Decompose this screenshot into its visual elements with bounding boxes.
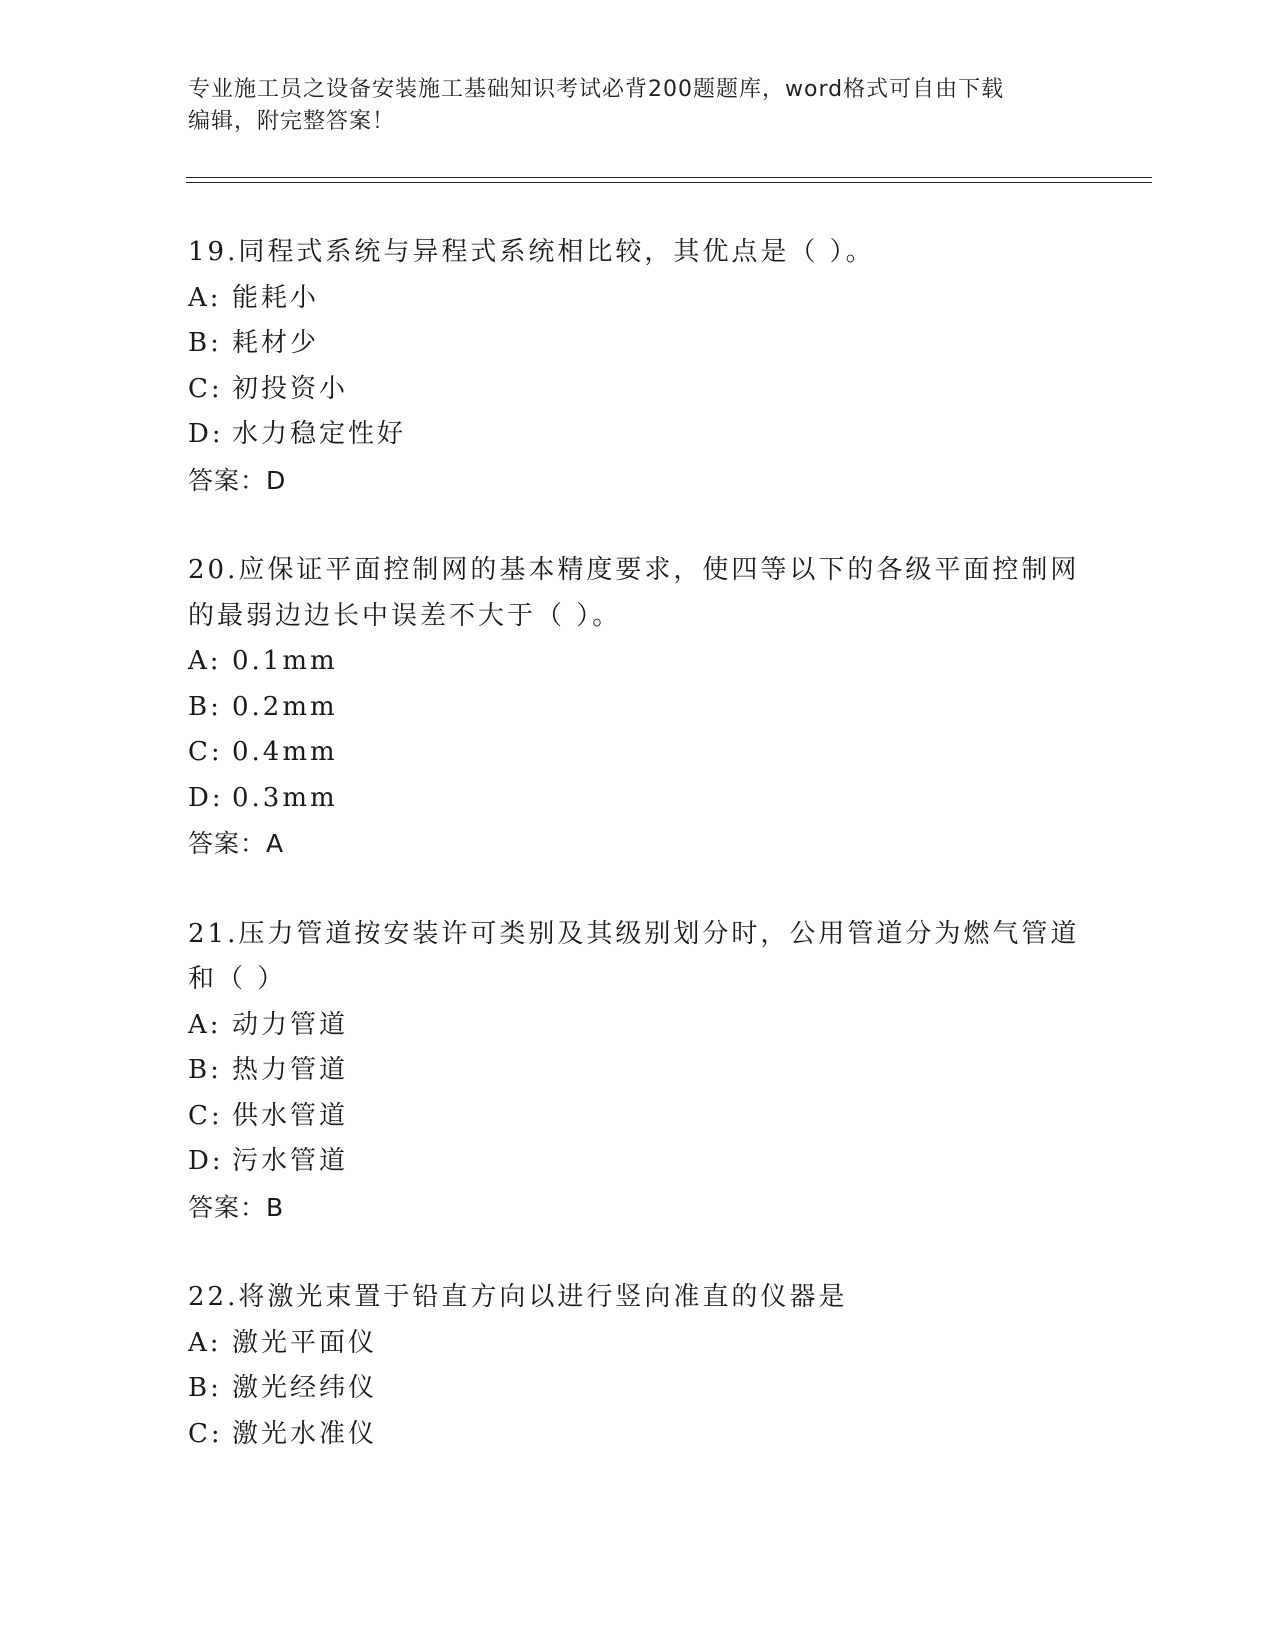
option-text: 动力管道	[232, 1009, 349, 1040]
question-stem-continued: 和（ ）	[188, 964, 287, 994]
question-stem-continued: 的最弱边边长中误差不大于（ ）。	[188, 600, 622, 631]
option-letter: D:	[188, 419, 224, 449]
option-c	[188, 1094, 1088, 1140]
option-letter: C:	[188, 737, 223, 767]
spacer	[188, 867, 1088, 912]
option-letter: A:	[188, 1009, 222, 1040]
spacer	[188, 503, 1088, 548]
question-list	[188, 230, 1088, 1457]
option-text: 0.3mm	[232, 782, 338, 813]
option-text: 初投资小	[232, 373, 349, 404]
header-line-1: 专业施工员之设备安装施工基础知识考试必背200题题库，word格式可自由下载	[188, 77, 1005, 102]
question-stem: 19.同程式系统与异程式系统相比较，其优点是（ ）。	[188, 237, 875, 267]
option-a	[188, 1321, 1088, 1367]
header-rule-top	[186, 177, 1152, 178]
question-stem: 22.将激光束置于铅直方向以进行竖向准直的仪器是	[188, 1282, 848, 1312]
option-b	[188, 1048, 1088, 1094]
option-text: 0.1mm	[232, 646, 338, 676]
header-rule-bottom	[186, 182, 1152, 183]
option-letter: D:	[188, 782, 224, 813]
option-d	[188, 412, 1088, 458]
option-text: 激光水准仪	[232, 1418, 378, 1449]
option-letter: C:	[188, 373, 223, 404]
option-letter: C:	[188, 1100, 223, 1131]
option-text: 耗材少	[232, 328, 320, 358]
option-text: 水力稳定性好	[232, 419, 407, 449]
option-b	[188, 321, 1088, 367]
option-a	[188, 1003, 1088, 1049]
question-stem: 21.压力管道按安装许可类别及其级别划分时，公用管道分为燃气管道	[188, 918, 1080, 949]
option-c	[188, 1412, 1088, 1458]
option-letter: D:	[188, 1146, 224, 1176]
answer-line: 答案：D	[188, 465, 287, 495]
option-letter: A:	[188, 646, 222, 676]
question-19	[188, 230, 1088, 503]
option-letter: A:	[188, 282, 222, 313]
option-b	[188, 685, 1088, 731]
option-text: 污水管道	[232, 1146, 349, 1176]
document-header	[188, 74, 1088, 138]
option-text: 供水管道	[232, 1100, 349, 1131]
question-20	[188, 548, 1088, 867]
option-letter: A:	[188, 1327, 222, 1358]
option-b	[188, 1366, 1088, 1412]
option-letter: B:	[188, 1055, 222, 1085]
option-text: 激光平面仪	[232, 1327, 378, 1358]
option-letter: B:	[188, 691, 222, 722]
option-letter: C:	[188, 1418, 223, 1449]
option-a	[188, 276, 1088, 322]
header-line-2: 编辑，附完整答案！	[188, 109, 396, 134]
option-letter: B:	[188, 1373, 222, 1403]
option-c	[188, 367, 1088, 413]
option-text: 激光经纬仪	[232, 1373, 378, 1403]
option-text: 0.2mm	[232, 691, 338, 722]
option-text: 能耗小	[232, 282, 320, 313]
option-a	[188, 639, 1088, 685]
question-21	[188, 912, 1088, 1231]
option-d	[188, 776, 1088, 822]
option-c	[188, 730, 1088, 776]
question-22	[188, 1275, 1088, 1457]
answer-line: 答案：B	[188, 1192, 285, 1222]
option-text: 0.4mm	[232, 737, 338, 767]
spacer	[188, 1230, 1088, 1275]
option-d	[188, 1139, 1088, 1185]
option-text: 热力管道	[232, 1055, 349, 1085]
answer-line: 答案：A	[188, 829, 285, 858]
option-letter: B:	[188, 328, 222, 358]
question-stem: 20.应保证平面控制网的基本精度要求，使四等以下的各级平面控制网	[188, 555, 1080, 585]
